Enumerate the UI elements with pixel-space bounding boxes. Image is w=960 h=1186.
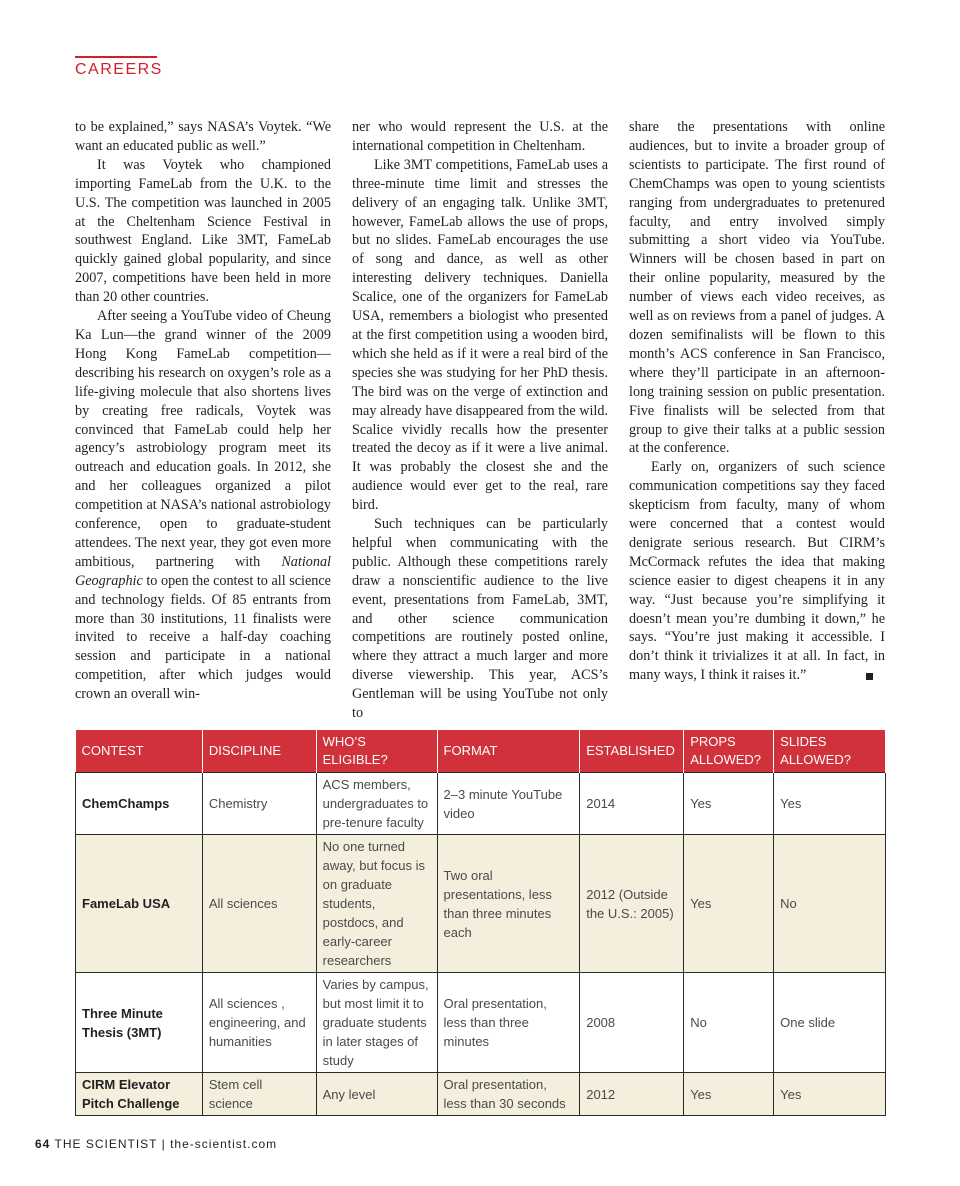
cell-format: Oral presentation, less than three minutes [437, 973, 580, 1073]
cell-props: No [684, 973, 774, 1073]
header-slides: SLIDES ALLOWED? [774, 730, 886, 773]
text-column-2 [352, 118, 608, 723]
paragraph: ner who would represent the U.S. at the international competition in Cheltenham. [352, 119, 608, 154]
header-props: PROPS ALLOWED? [684, 730, 774, 773]
cell-props: Yes [684, 835, 774, 973]
cell-slides: One slide [774, 973, 886, 1073]
cell-eligible: ACS members, undergraduates to pre-tenure faculty [316, 773, 437, 835]
contests-table [75, 730, 886, 1116]
header-contest: CONTEST [76, 730, 203, 773]
cell-contest: FameLab USA [76, 835, 203, 973]
page-footer [35, 1137, 277, 1151]
page-number: 64 [35, 1137, 51, 1151]
cell-contest: Three Minute Thesis (3MT) [76, 973, 203, 1073]
cell-eligible: Varies by campus, but most limit it to graduate students in later stages of study [316, 973, 437, 1073]
table-header-row [76, 730, 886, 773]
table-row [76, 1073, 886, 1116]
paragraph-text: to open the contest to all science and technology fields. Of 85 entrants from more than 30 institutions, 11 finalists were invited to receive a half-day coaching session and participate in a national competition, after which judges would crown an overall win- [75, 572, 331, 703]
paragraph: share the presentations with online audiences, but to invite a broader group of scientists to participate. The first round of ChemChamps was open to young scientists ranging from undergraduates to pretenured faculty, and entry involved simply submitting a short video via YouTube. Winners will be chosen based in part on their online popularity, measured by the number of views each video receives, as well as on reviews from a panel of judges. A dozen semifinalists will be flown to this month’s ACS conference in San Francisco, where they’ll participate in an afternoon-long training session on public presentation. Five finalists will be selected from that group to give their talks at a public session at the conference. [629, 119, 885, 457]
cell-discipline: Stem cell science [202, 1073, 316, 1116]
cell-discipline: All sciences [202, 835, 316, 973]
cell-format: Oral presentation, less than 30 seconds [437, 1073, 580, 1116]
cell-established: 2012 [580, 1073, 684, 1116]
table-row [76, 773, 886, 835]
website-url: the-scientist.com [170, 1137, 278, 1151]
cell-established: 2008 [580, 973, 684, 1073]
cell-slides: No [774, 835, 886, 973]
cell-slides: Yes [774, 773, 886, 835]
paragraph: to be explained,” says NASA’s Voytek. “We want an educated public as well.” [75, 119, 331, 154]
cell-props: Yes [684, 1073, 774, 1116]
paragraph: Such techniques can be particularly helpful when communicating with the public. Although these competitions rarely draw a nonscientific audience to the live event, presentations from FameLab, 3MT, and other science communication competitions are routinely posted online, where they attract a much larger and more diverse viewership. This year, ACS’s Gentleman will be using YouTube not only to [352, 516, 608, 722]
cell-format: Two oral presentations, less than three minutes each [437, 835, 580, 973]
cell-eligible: No one turned away, but focus is on graduate students, postdocs, and early-career researchers [316, 835, 437, 973]
cell-contest: CIRM Elevator Pitch Challenge [76, 1073, 203, 1116]
cell-established: 2014 [580, 773, 684, 835]
paragraph: It was Voytek who championed importing FameLab from the U.K. to the U.S. The competition was launched in 2005 at the Cheltenham Science Festival in southwest England. Like 3MT, FameLab quickly gained global popularity, and since 2007, competitions have been held in more than 20 other countries. [75, 156, 331, 306]
header-rule [75, 56, 157, 58]
text-column-3 [629, 118, 885, 685]
section-label: CAREERS [75, 61, 163, 78]
cell-established: 2012 (Outside the U.S.: 2005) [580, 835, 684, 973]
magazine-title: National Geographic [75, 553, 331, 589]
text-column-1 [75, 118, 331, 704]
header-established: ESTABLISHED [580, 730, 684, 773]
table-row [76, 835, 886, 973]
cell-contest: ChemChamps [76, 773, 203, 835]
cell-slides: Yes [774, 1073, 886, 1116]
paragraph: Like 3MT competitions, FameLab uses a three-minute time limit and stresses the delivery of an engaging talk. Unlike 3MT, however, FameLab allows the use of props, but no slides. FameLab encourages the use of song and dance, as well as other interesting delivery techniques. Daniella Scalice, one of the organizers for FameLab USA, remembers a biologist who presented at the first competition using a wooden bird, which she held as if it were a real bird of the species she was studying for her PhD thesis. The bird was on the verge of extinction and may already have disappeared from the wild. Scalice vividly recalls how the presenter treated the decoy as if it were a live animal. It was probably the closest she and the audience would ever get to the real, rare bird. [352, 156, 608, 514]
paragraph-text: Early on, organizers of such science communication competitions say they faced skepticism from faculty, many of whom were concerned that a contest would denigrate serious research. But CIRM’s McCormack refutes the idea that making science easier to digest cheapens it in any way. “Just because you’re simplifying it doesn’t mean you’re dumbing it down,” he says. “You’re just making it accessible. I don’t think it trivializes it at all. In fact, in many ways, I think it raises it.” [629, 459, 885, 684]
end-mark-icon [866, 673, 873, 680]
paragraph-text: After seeing a YouTube video of Cheung Ka Lun—the grand winner of the 2009 Hong Kong FameLab competition—describing his research on oxygen’s role as a life-giving molecule that also shortens lives by creating free radicals, Voytek was convinced that FameLab could help her agency’s astrobiology program meet its outreach and education goals. In 2012, she and her colleagues organized a pilot competition at NASA’s national astrobiology conference, open to graduate-student attendees. The next year, they got even more ambitious, partnering with [75, 308, 331, 570]
cell-discipline: All sciences , engineering, and humanities [202, 973, 316, 1073]
cell-format: 2–3 minute YouTube video [437, 773, 580, 835]
cell-discipline: Chemistry [202, 773, 316, 835]
header-format: FORMAT [437, 730, 580, 773]
paragraph [629, 458, 885, 685]
magazine-name: THE SCIENTIST [54, 1137, 158, 1151]
paragraph [75, 307, 331, 704]
cell-eligible: Any level [316, 1073, 437, 1116]
header-eligible: WHO’S ELIGIBLE? [316, 730, 437, 773]
cell-props: Yes [684, 773, 774, 835]
table-row [76, 973, 886, 1073]
footer-separator: | [161, 1137, 166, 1151]
header-discipline: DISCIPLINE [202, 730, 316, 773]
